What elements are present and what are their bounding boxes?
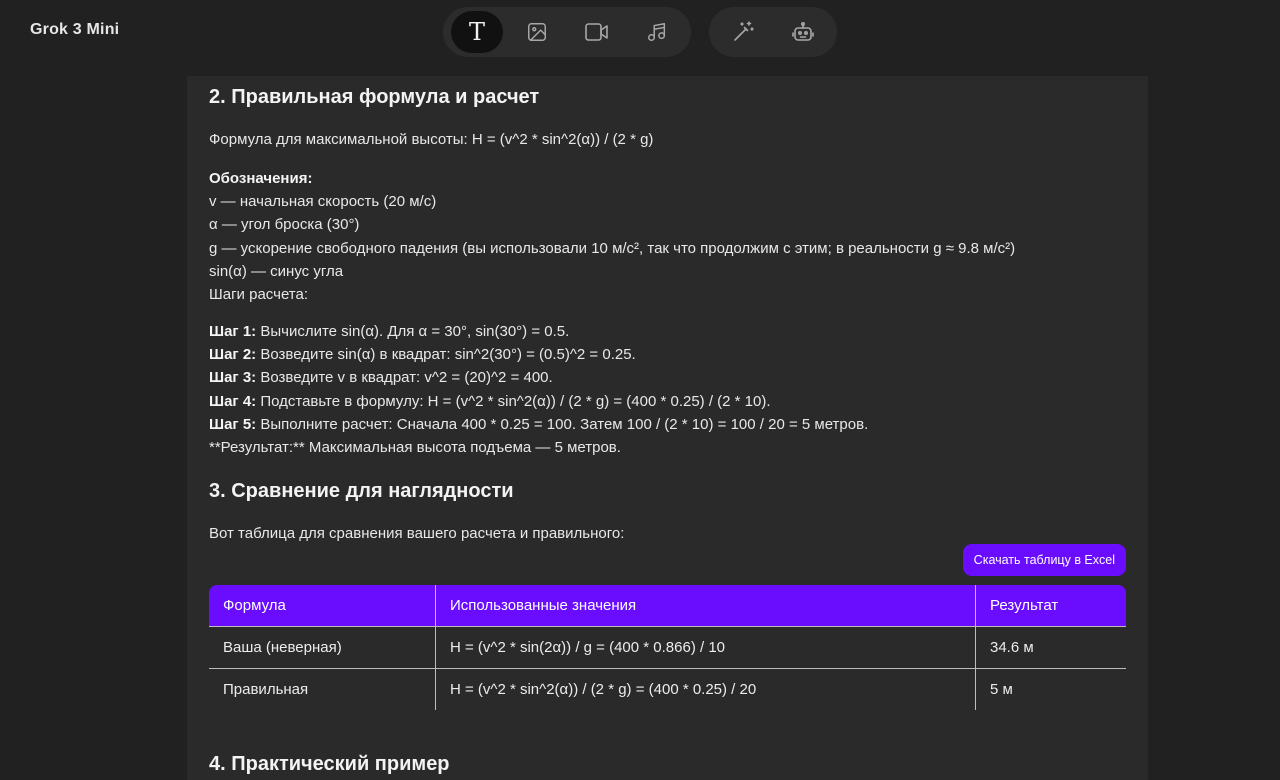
table-cell: 5 м: [976, 669, 1127, 711]
table-intro-text: Вот таблица для сравнения вашего расчета и правильного:: [209, 525, 625, 542]
app-title: Grok 3 Mini: [30, 21, 120, 38]
notation-block: [209, 167, 1015, 306]
text-icon: T: [468, 18, 485, 46]
table-cell: H = (v^2 * sin(2α)) / g = (400 * 0.866) / 10: [436, 627, 976, 669]
magic-wand-icon: [731, 20, 755, 44]
step-label: Шаг 5:: [209, 415, 257, 433]
table-header-cell: Использованные значения: [436, 585, 976, 627]
step-text: Выполните расчет: Сначала 400 * 0.25 = 100. Затем 100 / (2 * 10) = 100 / 20 = 5 метров.: [256, 415, 869, 433]
step-text: Вычислите sin(α). Для α = 30°, sin(30°) = 0.5.: [256, 323, 570, 340]
music-icon: [646, 21, 668, 43]
step-label: Шаг 3:: [209, 369, 257, 387]
image-mode-button[interactable]: [511, 11, 563, 53]
step-label: Шаг 1:: [209, 323, 257, 340]
robot-icon: [791, 20, 815, 44]
formula-text: Формула для максимальной высоты: H = (v^2 * sin^2(α)) / (2 * g): [209, 131, 654, 148]
video-icon: [584, 21, 610, 43]
table-cell: Ваша (неверная): [209, 627, 436, 669]
result-text: **Результат:** Максимальная высота подъема — 5 метров.: [209, 439, 621, 457]
section-heading: 4. Практический пример: [209, 753, 450, 775]
step-label: Шаг 2:: [209, 346, 257, 364]
media-mode-group: [443, 7, 691, 57]
mode-toolbar: [0, 7, 1280, 57]
text-mode-button[interactable]: [451, 11, 503, 53]
table-cell: Правильная: [209, 669, 436, 711]
image-icon: [526, 21, 548, 43]
notation-line: g — ускорение свободного падения (вы использовали 10 м/с², так что продолжим с этим; в реальности g ≈ 9.8 м/с²): [209, 239, 1016, 257]
section-heading: 2. Правильная формула и расчет: [209, 86, 540, 108]
steps-title: Шаги расчета:: [209, 286, 308, 304]
notation-title: Обозначения:: [209, 170, 313, 187]
download-excel-button[interactable]: Скачать таблицу в Excel: [963, 544, 1126, 576]
table-row: [209, 669, 1126, 711]
table-row: [209, 627, 1126, 669]
audio-mode-button[interactable]: [631, 11, 683, 53]
table-header-cell: Результат: [976, 585, 1127, 627]
table-header-row: [209, 585, 1126, 627]
step-text: Возведите sin(α) в квадрат: sin^2(30°) = (0.5)^2 = 0.25.: [256, 346, 636, 364]
section-heading: 3. Сравнение для наглядности: [209, 480, 514, 502]
steps-block: [209, 320, 868, 459]
table-header-cell: Формула: [223, 597, 286, 614]
notation-line: α — угол броска (30°): [209, 216, 360, 234]
assistant-mode-group: [709, 7, 837, 57]
chat-response-panel: [187, 76, 1148, 780]
video-mode-button[interactable]: [571, 11, 623, 53]
table-cell: H = (v^2 * sin^2(α)) / (2 * g) = (400 * 0.25) / 20: [436, 669, 976, 711]
step-label: Шаг 4:: [209, 392, 257, 410]
agent-button[interactable]: [777, 11, 829, 53]
comparison-table: [209, 585, 1126, 710]
notation-line: v — начальная скорость (20 м/с): [209, 193, 437, 211]
magic-button[interactable]: [717, 11, 769, 53]
table-cell: 34.6 м: [976, 627, 1127, 669]
notation-line: sin(α) — синус угла: [209, 262, 344, 280]
step-text: Возведите v в квадрат: v^2 = (20)^2 = 400.: [256, 369, 553, 387]
step-text: Подставьте в формулу: H = (v^2 * sin^2(α)) / (2 * g) = (400 * 0.25) / (2 * 10).: [256, 392, 771, 410]
